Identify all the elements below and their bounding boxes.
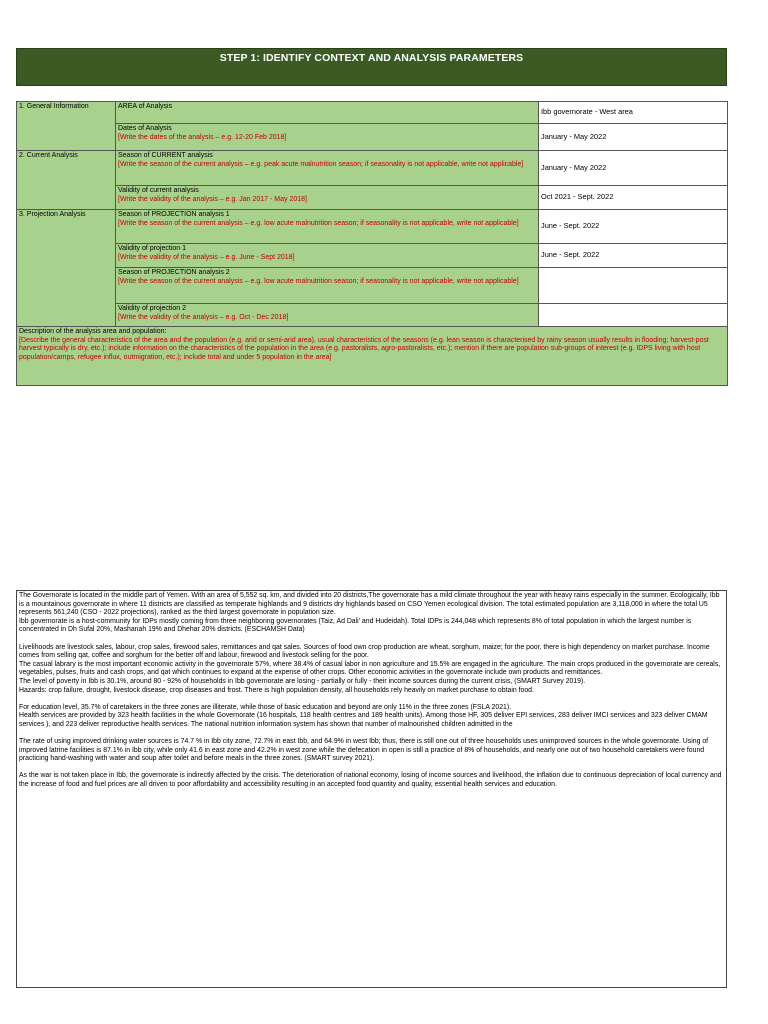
description-paragraph: The casual labrary is the most important economic activity in the governorate 57%, where 38.4% of casual labor in non agriculture and 15.5% are engaged in the agriculture. The main crops produced in the governorate are cereals, vegetables, pulses, fruits and cash crops, and qat which continues to expand at the expense of other crops. Other economic activities in the governorate include own products and remittances. [19, 660, 721, 677]
dates-of-analysis-value[interactable]: January - May 2022 [539, 124, 728, 151]
dates-of-analysis-label: Dates of Analysis [118, 125, 172, 132]
validity-current-label: Validity of current analysis [118, 187, 199, 194]
dates-of-analysis-hint: [Write the dates of the analysis – e.g. 12-20 Feb 2018] [118, 133, 287, 141]
parameters-table [16, 101, 728, 386]
validity-current-cell [116, 186, 539, 210]
validity-projection-2-hint: [Write the validity of the analysis – e.g. Oct - Dec 2018] [118, 313, 289, 321]
validity-projection-2-cell [116, 304, 539, 327]
area-of-analysis-value[interactable]: Ibb governorate - West area [539, 102, 728, 124]
validity-projection-1-hint: [Write the validity of the analysis – e.g. June - Sept 2018] [118, 253, 295, 261]
area-of-analysis-label: AREA of Analysis [118, 103, 173, 110]
description-paragraph: Hazards: crop failure, drought, livestock disease, crop diseases and frost. There is high population density, all households rely heavily on market purchase to obtain food. [19, 686, 534, 694]
area-of-analysis-cell [116, 102, 539, 124]
description-paragraph: The Governorate is located in the middle part of Yemen. With an area of 5,552 sq. km, and divided into 20 districts,The governorate has a mild climate throughout the year with heavy rains especially in the summer. Ecologically, Ibb is a mountainous governorate in where 11 districts are classified as temperate highlands and 9 districts dry highlands based on CSO Yemen ecological division. The total estimated population are 3,118,000 in where the total U5 represents 561,240 (CSO - 2022 projections), ranked as the third largest governorate in population size. [19, 592, 720, 617]
season-current-label: Season of CURRENT analysis [118, 152, 213, 159]
description-hint: [Describe the general characteristics of the area and the population (e.g. arid or semi-arid area), usual characteristics of the seasons (e.g. lean season is characterised by rainy season usually results in flooding; harvest-post harvest typically is dry, etc.); include information on the characteristics of the population in the area (e.g. pastoralists, agro-pastoralists, etc.); mention if there are population sub-groups of interest (e.g. IDPS living with host population/camps, refugee influx, outmigration, etc.); include total and under 5 population in the area] [19, 336, 709, 361]
description-paragraph: The rate of using improved drinking water sources is 74.7 % in Ibb city zone, 72.7% in east Ibb, and 64.9% in west Ibb; thus, there is still one out of three households uses unimproved sources in the whole governorate. Using of improved latrine facilities is 87.1% in Ibb city, while only 41.6 in east zone and 42.2% in west zone while the defecation in open is still a practice of 8% of households, and nearly one out of two household caretakers were found practicing hand-washing with water and soup after toilet and before meals in the three zones. (SMART survey 2021). [19, 738, 709, 763]
description-label: Description of the analysis area and population: [19, 328, 167, 335]
step-banner [16, 48, 727, 86]
season-current-cell [116, 151, 539, 186]
section-general-information: 1. General Information [17, 102, 116, 151]
validity-current-hint: [Write the validity of the analysis – e.g. Jan 2017 - May 2018] [118, 195, 307, 203]
dates-of-analysis-cell [116, 124, 539, 151]
description-paragraph: For education level, 35.7% of caretakers in the three zones are illiterate, while those of basic education and beyond are only 11% in the three zones (FSLA 2021). [19, 703, 512, 711]
season-current-hint: [Write the season of the current analysis – e.g. peak acute malnutrition season; if seasonality is not applicable, write not applicable] [118, 160, 524, 168]
description-paragraph: The level of poverty in Ibb is 30.1%, around 80 - 92% of households in Ibb governorate are losing - partially or fully - their income sources during the current crisis, (SMART Survey 2019). [19, 677, 586, 685]
description-paragraph: Health services are provided by 323 health facilities in the whole Governorate (16 hospitals, 118 health centres and 189 health units). Among those HF, 305 deliver EPI services, 283 deliver IMCI services and 323 deliver CMAM services ), and 223 deliver reproductive health services. The national nutrition information system has shown that number of malnourished children admitted in the [19, 712, 708, 728]
season-projection-2-value[interactable] [539, 268, 728, 304]
section-projection-analysis: 3. Projection Analysis [17, 210, 116, 327]
season-projection-2-hint: [Write the season of the current analysis – e.g. low acute malnutrition season; if seasonality is not applicable, write not applicable] [118, 277, 519, 285]
section-current-analysis: 2. Current Analysis [17, 151, 116, 210]
step-title: STEP 1: IDENTIFY CONTEXT AND ANALYSIS PARAMETERS [219, 52, 524, 64]
season-projection-2-label: Season of PROJECTION analysis 2 [118, 269, 230, 276]
description-text-box[interactable] [16, 590, 727, 988]
season-projection-2-cell [116, 268, 539, 304]
season-current-value[interactable]: January - May 2022 [539, 151, 728, 186]
description-paragraph: As the war is not taken place in Ibb, the governorate is indirectly affected by the crisis. The deterioration of national economy, losing of income sources and livelihood, the inflation due to continuous depreciation of local currency and the increase of food and fuel prices are all driven to poor affordability and accessibility resulting in an accepted food quantity and quality, essential health services and education. [19, 772, 722, 789]
season-projection-1-value[interactable]: June - Sept. 2022 [539, 210, 728, 244]
season-projection-1-cell [116, 210, 539, 244]
validity-projection-1-cell [116, 244, 539, 268]
season-projection-1-label: Season of PROJECTION analysis 1 [118, 211, 230, 218]
validity-projection-2-value[interactable] [539, 304, 728, 327]
validity-projection-1-value[interactable]: June - Sept. 2022 [539, 244, 728, 268]
validity-projection-2-label: Validity of projection 2 [118, 305, 186, 312]
season-projection-1-hint: [Write the season of the current analysis – e.g. low acute malnutrition season; if seasonality is not applicable, write not applicable] [118, 219, 519, 227]
description-paragraph: Livelihoods are livestock sales, labour, crop sales, firewood sales, remittances and qat sales. Sources of food own crop production are wheat, sorghum, maize; for the poor, there is high dependency on market purchase. Income comes from selling qat, coffee and sorghum for the better off and labour, firewood and livestock selling for the poor. [19, 643, 710, 660]
description-paragraph: Ibb governorate is a host-community for IDPs mostly coming from three neighboring governorates (Taiz, Ad Dali' and Hudeidah). Total IDPs is 244,048 which represents 8% of total population in which the largest number is concentrated in Dh Sufal 20%, Mashanah 19% and Dhehar 20% districts. (ESCHAMSH Data) [19, 617, 692, 634]
validity-projection-1-label: Validity of projection 1 [118, 245, 186, 252]
description-instructions-cell [17, 327, 728, 386]
validity-current-value[interactable]: Oct 2021 - Sept. 2022 [539, 186, 728, 210]
